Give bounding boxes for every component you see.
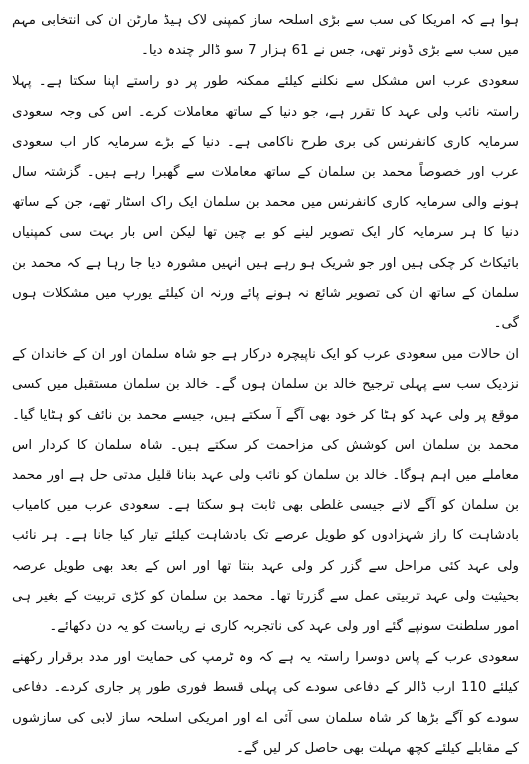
article-paragraph-4: سعودی عرب کے پاس دوسرا راستہ یہ ہے کہ وہ ٹرمپ کی حمایت اور مدد برقرار رکھنے کیلئے 110 ارب ڈالر کے دفاعی سودے کی پہلی قسط فوری طور پر جاری کردے۔ دفاعی سودے کو آگے بڑھا کر شاہ سلمان سی آئی اے اور امریکی اسلحہ ساز لابی کی سازشوں کے مقابلے کیلئے کچھ مہلت بھی حاصل کر لیں گے۔: [12, 650, 519, 756]
article-paragraph-3: ان حالات میں سعودی عرب کو ایک ناپیچرہ درکار ہے جو شاہ سلمان اور ان کے خاندان کے نزدیک سب سے پہلی ترجیح خالد بن سلمان ہوں گے۔ خالد بن سلمان مستقبل میں کسی موقع پر ولی عہد کو ہٹا کر خود بھی آگے آ سکتے ہیں، جیسے محمد بن نائف کو ہٹایا گیا۔ محمد بن سلمان اس کوشش کی مزاحمت کر سکتے ہیں۔ شاہ سلمان کا کردار اس معاملے میں اہم ہوگا۔ خالد بن سلمان کو نائب ولی عہد بنانا قلیل مدتی حل ہے اور محمد بن سلمان کو آگے لانے جیسی غلطی بھی ثابت ہو سکتا ہے۔ سعودی عرب میں کامیاب بادشاہت کا راز شہزادوں کو طویل عرصے تک بادشاہت کیلئے تیار کیا جانا ہے۔ ہر نائب ولی عہد کئی مراحل سے گزر کر ولی عہد بنتا تھا اور اس کے بعد بھی طویل عرصہ بحیثیت ولی عہد تربیتی عمل سے گزرتا تھا۔ محمد بن سلمان کو کڑی تربیت کے بغیر ہی امور سلطنت سونپے گئے اور ولی عہد کی ناتجربہ کاری نے ریاست کو یہ دن دکھائے۔: [12, 347, 519, 635]
article-paragraph-1: ہوا ہے کہ امریکا کی سب سے بڑی اسلحہ ساز کمپنی لاک ہیڈ مارٹن ان کی انتخابی مہم میں سب سے بڑی ڈونر تھی، جس نے 61 ہزار 7 سو ڈالر چندہ دیا۔: [12, 13, 519, 59]
article-paragraph-2: سعودی عرب اس مشکل سے نکلنے کیلئے ممکنہ طور پر دو راستے اپنا سکتا ہے۔ پہلا راستہ نائب ولی عہد کا تقرر ہے، جو دنیا کے ساتھ معاملات کرے۔ اس کی وجہ سعودی سرمایہ کاری کانفرنس کی بری طرح ناکامی ہے۔ دنیا کے بڑے سرمایہ کار اب سعودی عرب اور خصوصاً محمد بن سلمان کے ساتھ معاملات سے گھبرا رہے ہیں۔ گزشتہ سال ہونے والی سرمایہ کاری کانفرنس میں محمد بن سلمان ایک راک اسٹار تھے، جن کے ساتھ دنیا کا ہر سرمایہ کار ایک تصویر لینے کو بے چین تھا لیکن اس بار بہت سی کمپنیاں بائیکاٹ کر چکی ہیں اور جو شریک ہو رہے ہیں انہیں مشورہ دیا جا رہا ہے کہ محمد بن سلمان کے ساتھ ان کی تصویر شائع نہ ہونے پائے ورنہ ان کیلئے یورپ میں مشکلات ہوں گی۔: [12, 74, 519, 332]
